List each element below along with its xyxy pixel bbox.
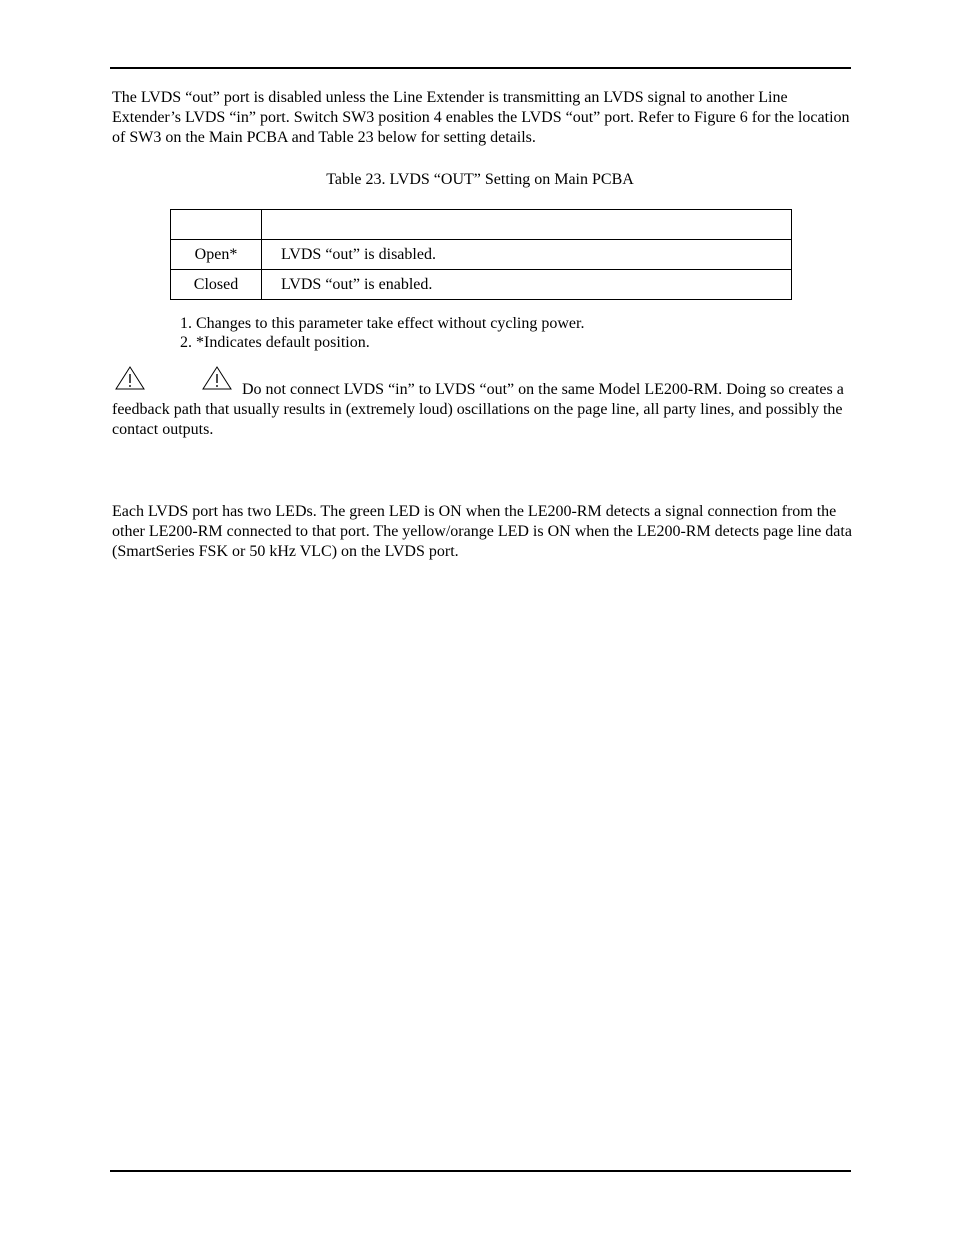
table-header-row [171,210,792,240]
warning-text: Do not connect LVDS “in” to LVDS “out” on the same Model LE200-RM. Doing so creates a feedback path that usually results in (extremely loud) oscillations on the page line, all party lines, and possibly the contact outputs. [112,381,844,438]
table-row [171,240,792,270]
table-row [171,270,792,300]
led-paragraph: Each LVDS port has two LEDs. The green LED is ON when the LE200-RM detects a signal connection from the other LE200-RM connected to that port. The yellow/orange LED is ON when the LE200-RM detects page line data (SmartSeries FSK or 50 kHz VLC) on the LVDS port. [112,503,852,560]
lvds-out-settings-table [170,209,792,300]
header-description [262,210,792,240]
row-description: LVDS “out” is disabled. [262,240,792,270]
header-position [171,210,262,240]
table-note: 2. *Indicates default position. [180,334,370,351]
table-note: 1. Changes to this parameter take effect without cycling power. [180,315,585,332]
row-position: Open* [171,240,262,270]
row-position: Closed [171,270,262,300]
table-notes [180,314,584,352]
header-rule [110,67,851,69]
table-caption: Table 23. LVDS “OUT” Setting on Main PCBA [326,171,634,188]
row-description: LVDS “out” is enabled. [262,270,792,300]
footer-rule [110,1170,851,1172]
intro-paragraph: The LVDS “out” port is disabled unless the Line Extender is transmitting an LVDS signal to another Line Extender’s LVDS “in” port. Switch SW3 position 4 enables the LVDS “out” port. Refer to Figure 6 for the location of SW3 on the Main PCBA and Table 23 below for setting details. [112,89,850,146]
